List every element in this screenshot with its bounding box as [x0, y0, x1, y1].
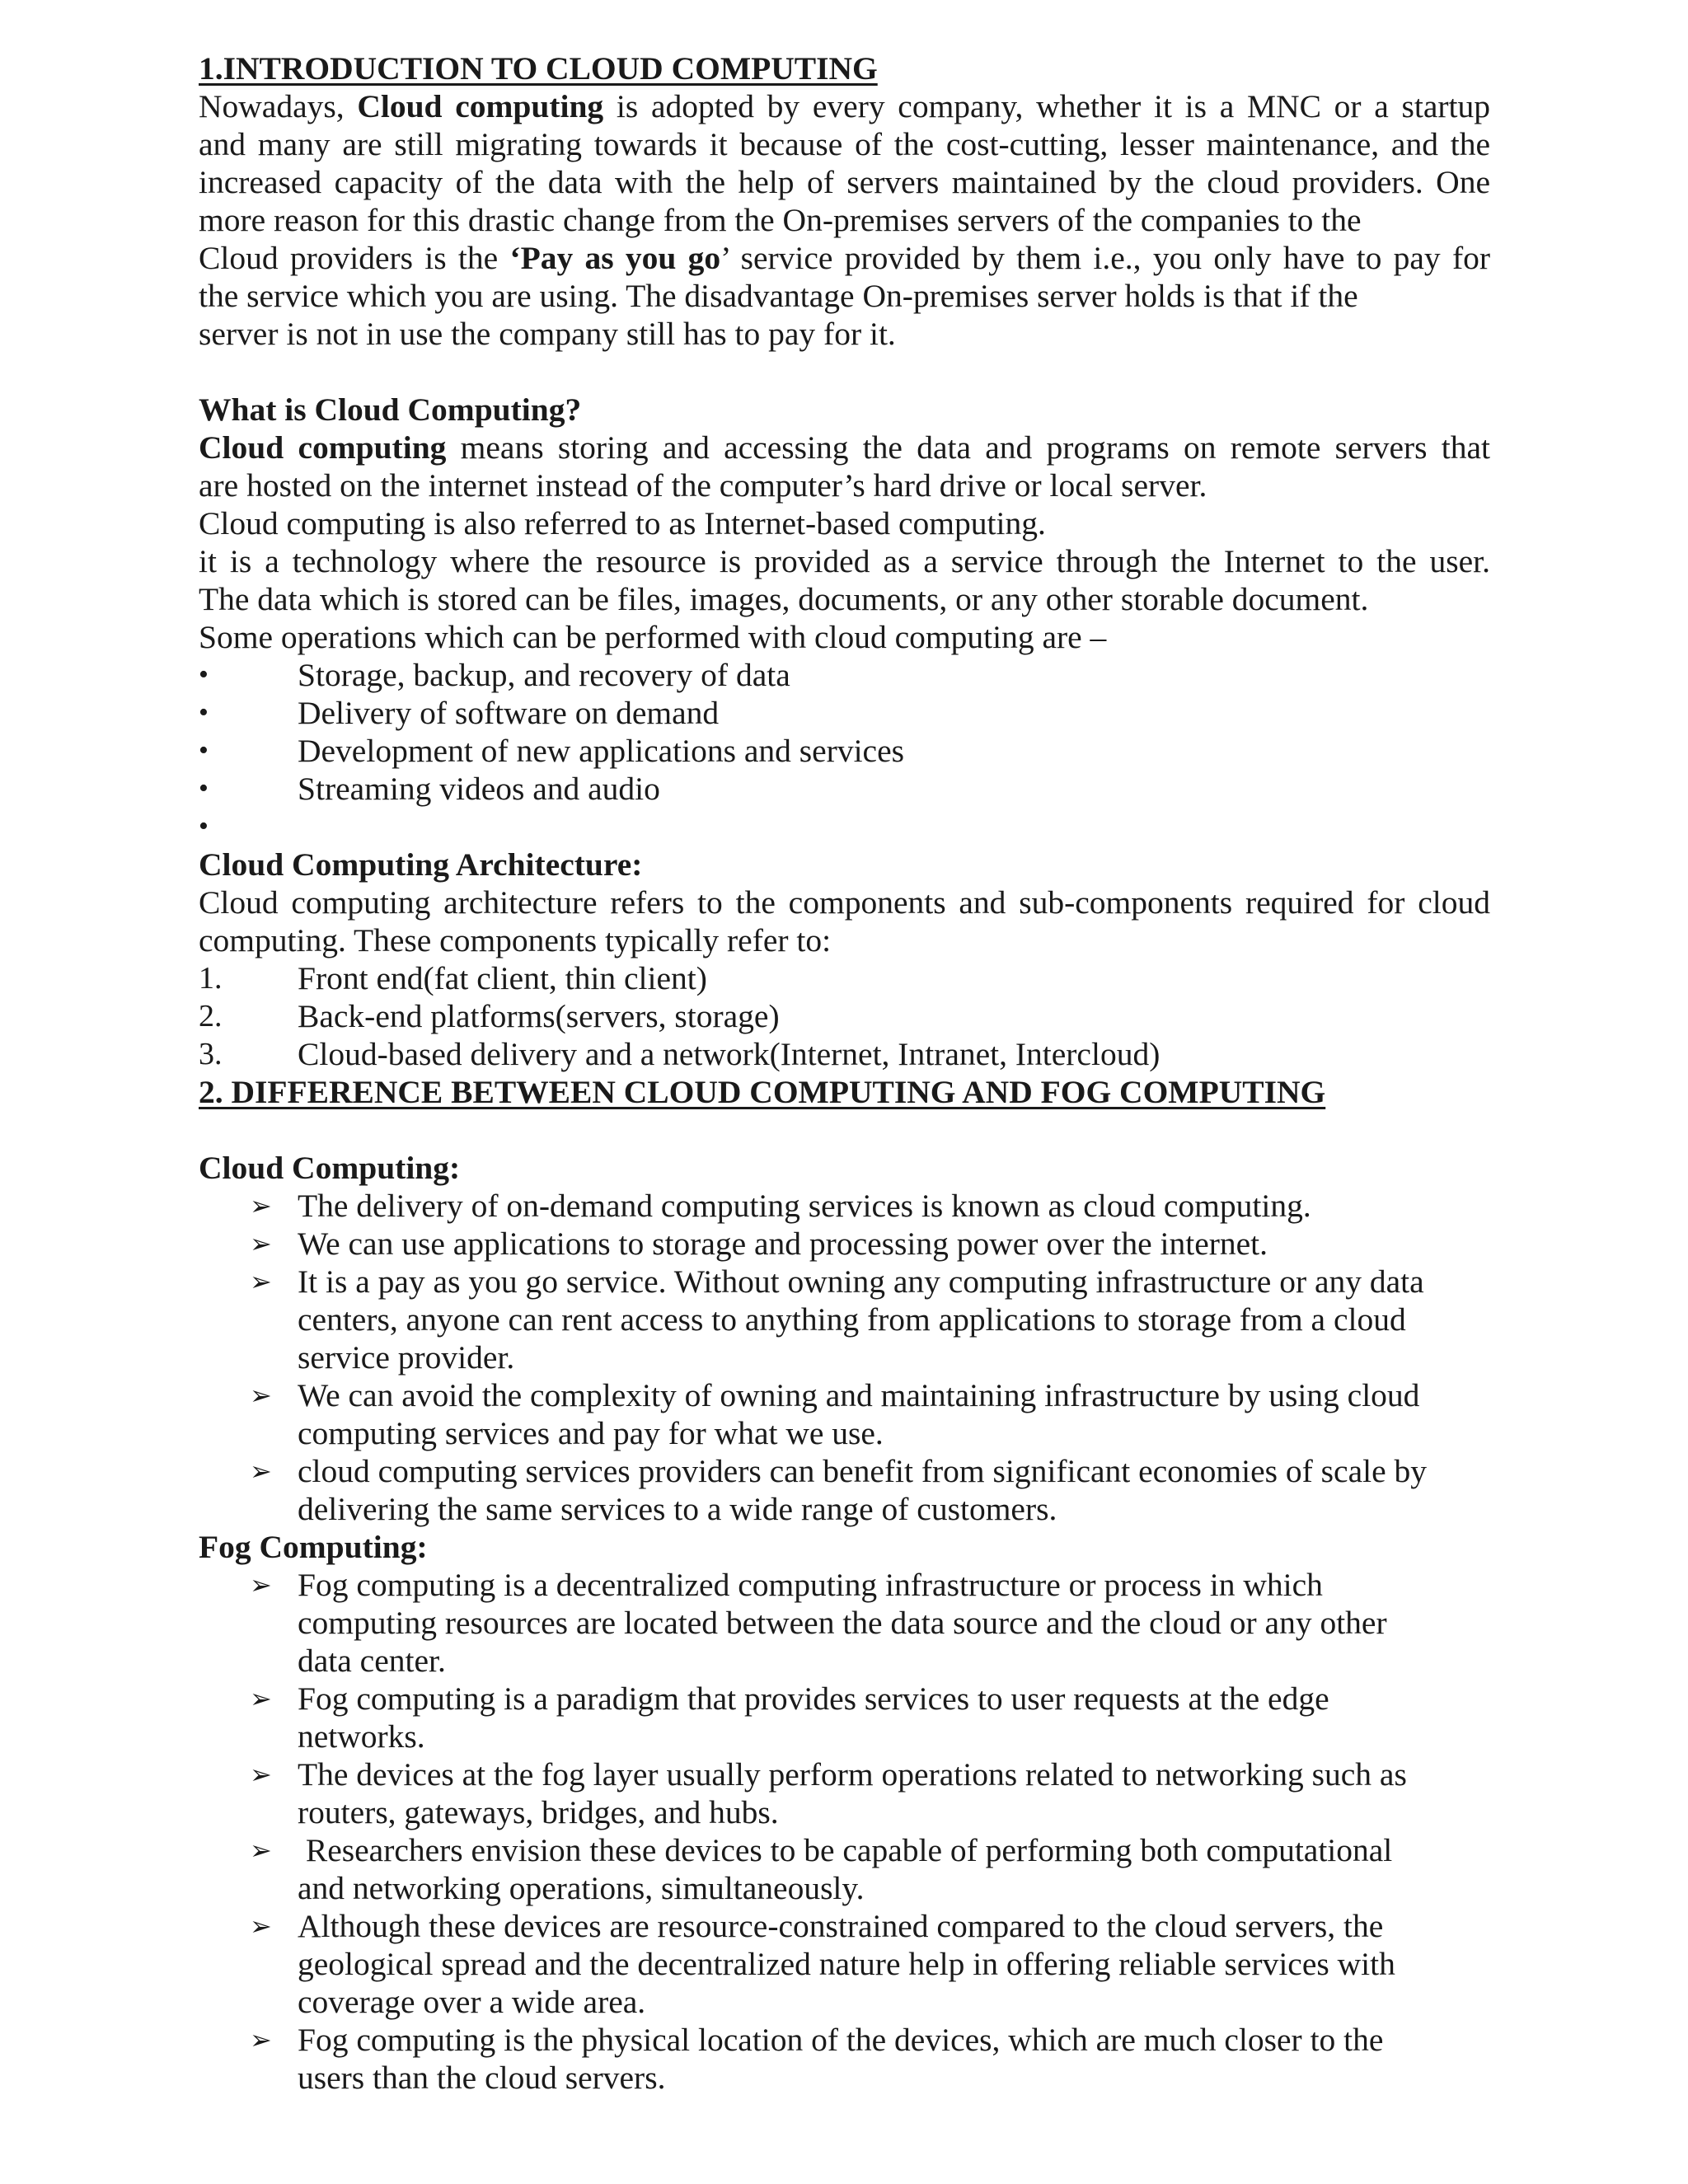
intro-line: increased capacity of the data with the help of servers maintained by the cloud providers. One: [199, 164, 1490, 200]
arrow-bullet-icon: ➢: [250, 1569, 272, 1601]
arrow-bullet-icon: ➢: [250, 1835, 272, 1866]
fog-point-line: Although these devices are resource-constrained compared to the cloud servers, the: [298, 1908, 1384, 1944]
fog-point-line: networks.: [298, 1718, 425, 1755]
fog-point-line: The devices at the fog layer usually perform operations related to networking such as: [298, 1756, 1407, 1793]
arrow-bullet-icon: ➢: [250, 1266, 272, 1297]
subheading-what-is: What is Cloud Computing?: [199, 391, 582, 428]
cloud-point-line: The delivery of on-demand computing services is known as cloud computing.: [298, 1188, 1311, 1224]
bullet-icon: •: [199, 773, 209, 804]
fog-point-line: coverage over a wide area.: [298, 1984, 646, 2020]
intro-line: the service which you are using. The disadvantage On-premises server holds is that if the: [199, 278, 1358, 314]
list-number: 2.: [199, 999, 223, 1033]
section-heading-difference: 2. DIFFERENCE BETWEEN CLOUD COMPUTING AND FOG COMPUTING: [199, 1074, 1326, 1110]
cloud-point-line: cloud computing services providers can benefit from significant economies of scale by: [298, 1453, 1428, 1489]
intro-line: server is not in use the company still has to pay for it.: [199, 316, 896, 352]
section-heading-intro: 1.INTRODUCTION TO CLOUD COMPUTING: [199, 50, 878, 87]
cloud-point-line: computing services and pay for what we use.: [298, 1415, 884, 1451]
list-number: 3.: [199, 1037, 223, 1071]
subheading-architecture: Cloud Computing Architecture:: [199, 846, 643, 883]
cloud-point-line: We can avoid the complexity of owning and maintaining infrastructure by using cloud: [298, 1377, 1420, 1413]
what-is-line: The data which is stored can be files, images, documents, or any other storable document.: [199, 581, 1369, 617]
numbered-item: Back-end platforms(servers, storage): [298, 998, 780, 1034]
intro-line: and many are still migrating towards it because of the cost-cutting, lesser maintenance, and the: [199, 126, 1490, 162]
bullet-icon: •: [199, 735, 209, 766]
fog-point-line: computing resources are located between the data source and the cloud or any other: [298, 1605, 1387, 1641]
fog-point-line: geological spread and the decentralized nature help in offering reliable services with: [298, 1946, 1395, 1982]
intro-line: Nowadays, Cloud computing is adopted by every company, whether it is a MNC or a startup: [199, 88, 1490, 124]
fog-point-line: data center.: [298, 1643, 446, 1679]
bullet-item: Streaming videos and audio: [298, 771, 660, 807]
bold-term: Cloud computing: [199, 429, 447, 466]
list-number: 1.: [199, 961, 223, 996]
bullet-icon: •: [199, 659, 209, 690]
bullet-item: Development of new applications and services: [298, 733, 904, 769]
what-is-line: Some operations which can be performed with cloud computing are –: [199, 619, 1107, 655]
fog-point-line: users than the cloud servers.: [298, 2060, 666, 2096]
arrow-bullet-icon: ➢: [250, 2024, 272, 2055]
fog-point-line: Fog computing is a decentralized computing infrastructure or process in which: [298, 1567, 1323, 1603]
arrow-bullet-icon: ➢: [250, 1190, 272, 1221]
architecture-line: computing. These components typically refer to:: [199, 922, 832, 958]
subheading-cloud-computing: Cloud Computing:: [199, 1150, 461, 1186]
cloud-point-line: delivering the same services to a wide range of customers.: [298, 1491, 1057, 1527]
intro-line: more reason for this drastic change from the On-premises servers of the companies to the: [199, 202, 1362, 238]
numbered-item: Front end(fat client, thin client): [298, 960, 707, 996]
cloud-point-line: service provider.: [298, 1339, 515, 1376]
arrow-bullet-icon: ➢: [250, 1380, 272, 1411]
what-is-line: it is a technology where the resource is provided as a service through the Internet to the user.: [199, 543, 1490, 579]
fog-point-line: Fog computing is a paradigm that provides services to user requests at the edge: [298, 1680, 1329, 1717]
bullet-item: Delivery of software on demand: [298, 695, 720, 731]
bold-term: ‘Pay as you go: [509, 240, 721, 276]
bullet-icon: •: [199, 697, 209, 728]
arrow-bullet-icon: ➢: [250, 1683, 272, 1714]
bold-term: Cloud computing: [357, 88, 604, 124]
arrow-bullet-icon: ➢: [250, 1759, 272, 1790]
cloud-point-line: It is a pay as you go service. Without owning any computing infrastructure or any data: [298, 1263, 1424, 1300]
architecture-line: Cloud computing architecture refers to the components and sub-components required for cloud: [199, 884, 1490, 921]
arrow-bullet-icon: ➢: [250, 1455, 272, 1487]
fog-point-line: Fog computing is the physical location of the devices, which are much closer to the: [298, 2022, 1384, 2058]
bullet-icon: •: [199, 811, 209, 841]
what-is-line: Cloud computing is also referred to as Internet-based computing.: [199, 505, 1046, 541]
intro-line: Cloud providers is the ‘Pay as you go’ service provided by them i.e., you only have to pay for: [199, 240, 1491, 276]
fog-point-line: routers, gateways, bridges, and hubs.: [298, 1794, 779, 1830]
arrow-bullet-icon: ➢: [250, 1228, 272, 1259]
subheading-fog-computing: Fog Computing:: [199, 1529, 428, 1565]
what-is-line: Cloud computing means storing and accessing the data and programs on remote servers that: [199, 429, 1491, 466]
numbered-item: Cloud-based delivery and a network(Internet, Intranet, Intercloud): [298, 1036, 1160, 1072]
what-is-line: are hosted on the internet instead of the computer’s hard drive or local server.: [199, 467, 1207, 504]
fog-point-line: Researchers envision these devices to be capable of performing both computational: [298, 1832, 1393, 1868]
cloud-point-line: centers, anyone can rent access to anything from applications to storage from a cloud: [298, 1301, 1406, 1338]
fog-point-line: and networking operations, simultaneously.: [298, 1870, 865, 1906]
arrow-bullet-icon: ➢: [250, 1910, 272, 1942]
cloud-point-line: We can use applications to storage and processing power over the internet.: [298, 1226, 1268, 1262]
bullet-item: Storage, backup, and recovery of data: [298, 657, 790, 693]
